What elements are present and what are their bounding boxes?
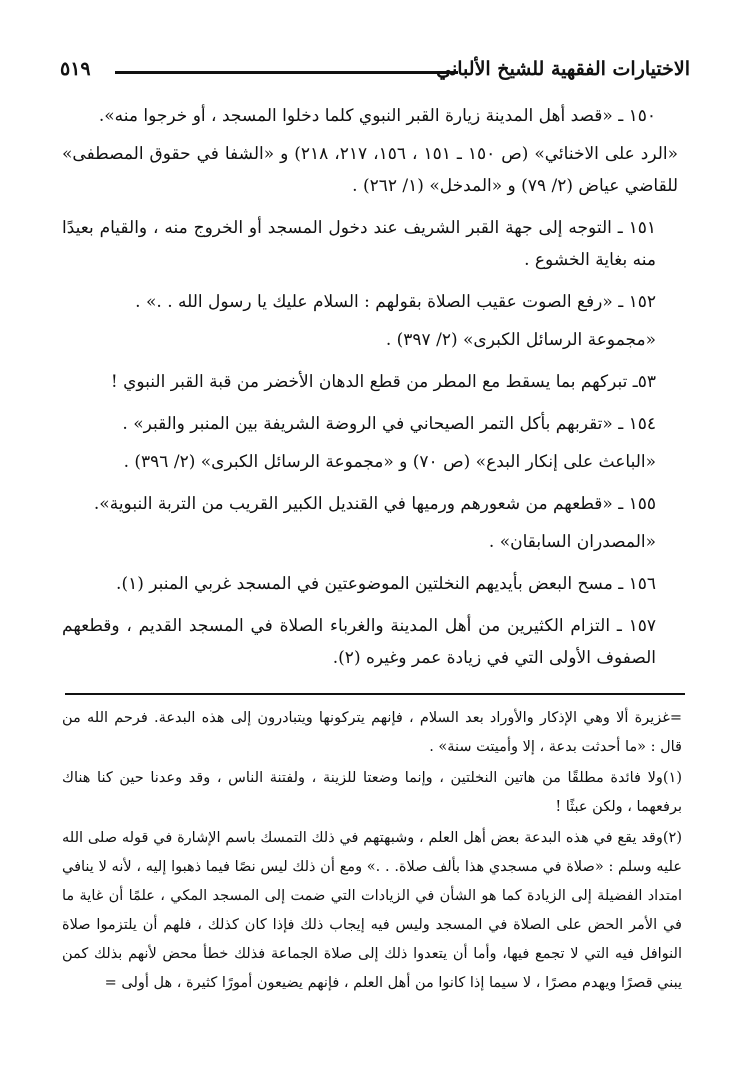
entry-text: ١٥١ ـ التوجه إلى جهة القبر الشريف عند دخول المسجد أو الخروج منه ، والقيام بعيدًا منه بغاية الخشوع . <box>62 218 656 270</box>
header-rule <box>115 71 458 74</box>
footnote-marker: (١) <box>662 770 682 786</box>
entry-151 <box>62 212 678 276</box>
entry-text: ٥٣ـ تبركهم بما يسقط مع المطر من قطع الدهان الأخضر من قبة القبر النبوي ! <box>110 372 656 392</box>
entry-153 <box>62 366 678 398</box>
entry-150 <box>62 100 678 202</box>
book-title: الاختيارات الفقهية للشيخ الألباني <box>436 58 690 80</box>
entry-155 <box>62 488 678 558</box>
entry-text: ١٥٠ ـ «قصد أهل المدينة زيارة القبر النبوي كلما دخلوا المسجد ، أو خرجوا منه». <box>98 106 656 126</box>
entry-text: ١٥٥ ـ «قطعهم من شعورهم ورميها في القنديل الكبير القريب من التربة النبوية». <box>93 494 656 514</box>
footnote-separator <box>65 693 685 695</box>
footnote-text: ولا فائدة مطلقًا من هاتين النخلتين ، وإنما وضعتا للزينة ، ولفتنة الناس ، وقد وعدنا حين كنا هناك برفعهما ، ولكن عبثًا ! <box>62 770 682 815</box>
entry-source: «مجموعة الرسائل الكبرى» (٢/ ٣٩٧) . <box>385 330 656 350</box>
running-header <box>60 58 690 88</box>
entry-text: ١٥٧ ـ التزام الكثيرين من أهل المدينة والغرباء الصلاة في المسجد القديم ، وقطعهم الصفوف الأولى التي في زيادة عمر وغيره (٢). <box>62 616 656 668</box>
footnote-2 <box>62 824 682 998</box>
footnote-text: =غزيرة ألا وهي الإذكار والأوراد بعد السلام ، فإنهم يتركونها ويتبادرون إلى هذه البدعة. فرحم الله من قال : «ما أحدثت بدعة ، إلا وأميتت سنة» . <box>62 710 682 755</box>
footnote-text: وقد يقع في هذه البدعة بعض أهل العلم ، وشبهتهم في ذلك التمسك باسم الإشارة في قوله صلى الله عليه وسلم : «صلاة في مسجدي هذا بألف صلاة. . .» ومع أن ذلك ليس نصًا فيما ذهبوا إليه ، لأنه لا ينافي امتداد الفضيلة إلى الزيادة كما هو الشأن في الزيادات التي ضمت إلى المسجد المكي ، علمًا أن غاية ما في الأمر الحض على الصلاة في المسجد وليس فيه إيجاب ذلك فإذا كان كذلك ، فلهم أن يلتزموا صلاة النوافل فيه التي لا تجمع فيها، وأما أن يتعدوا ذلك إلى صلاة الجماعة فذلك خطأ محض لأنهم بذلك كمن يبني قصرًا ويهدم مصرًا ، لا سيما إذا كانوا من أهل العلم ، فإنهم يضيعون أمورًا كثيرة ، هل أولى = <box>62 830 682 991</box>
entry-157 <box>62 610 678 674</box>
entry-text: ١٥٢ ـ «رفع الصوت عقيب الصلاة بقولهم : السلام عليك يا رسول الله . .» . <box>135 292 656 312</box>
entry-152 <box>62 286 678 356</box>
footnote-continued <box>62 704 682 762</box>
entry-text: ١٥٤ ـ «تقربهم بأكل التمر الصيحاني في الروضة الشريفة بين المنبر والقبر» . <box>122 414 656 434</box>
entry-source: «المصدران السابقان» . <box>488 532 656 552</box>
entry-154 <box>62 408 678 478</box>
entry-source: «الرد على الاخنائي» (ص ١٥٠ ـ ١٥١ ، ١٥٦، ٢١٧، ٢١٨) و «الشفا في حقوق المصطفى» للقاضي عياض (٢/ ٧٩) و «المدخل» (١/ ٢٦٢) . <box>62 144 679 196</box>
footnote-1 <box>62 764 682 822</box>
entry-156 <box>62 568 678 600</box>
entry-text: ١٥٦ ـ مسح البعض بأيديهم النخلتين الموضوعتين في المسجد غربي المنبر (١). <box>116 574 656 594</box>
page-number: ٥١٩ <box>60 58 91 80</box>
footnote-marker: (٢) <box>662 830 682 846</box>
main-text <box>62 100 678 684</box>
entry-source: «الباعث على إنكار البدع» (ص ٧٠) و «مجموعة الرسائل الكبرى» (٢/ ٣٩٦) . <box>123 452 656 472</box>
footnotes <box>62 704 682 1000</box>
